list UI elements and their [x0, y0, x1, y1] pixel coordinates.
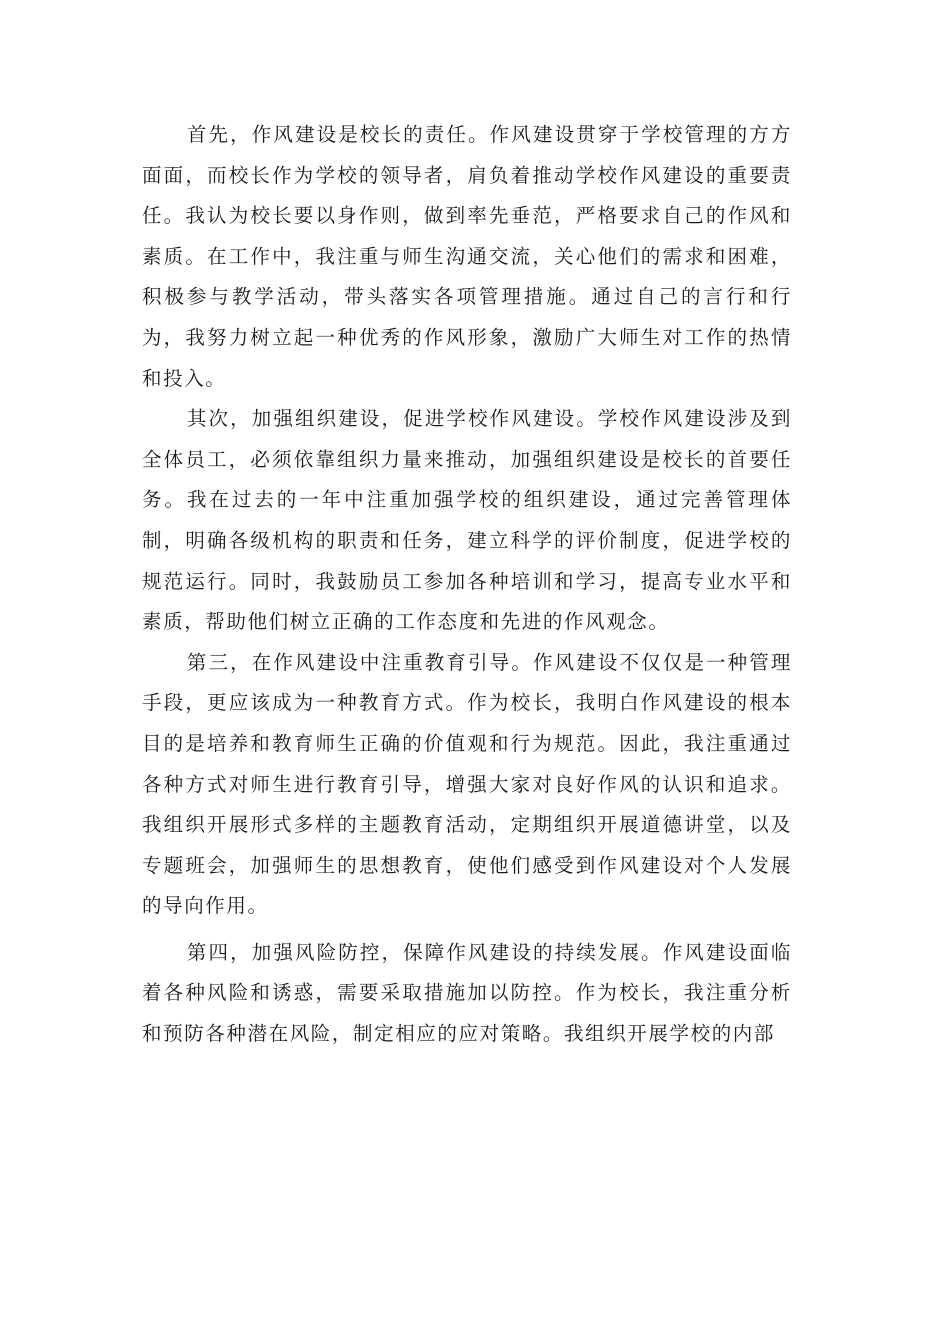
document-body [142, 115, 792, 1055]
paragraph-2: 其次，加强组织建设，促进学校作风建设。学校作风建设涉及到全体员工，必须依靠组织力量来推动，加强组织建设是校长的首要任务。我在过去的一年中注重加强学校的组织建设，通过完善管理体制，明确各级机构的职责和任务，建立科学的评价制度，促进学校的规范运行。同时，我鼓励员工参加各种培训和学习，提高专业水平和 素质，帮助他们树立正确的工作态度和先进的作风观念。 [142, 407, 792, 634]
paragraph-1: 首先，作风建设是校长的责任。作风建设贯穿于学校管理的方方面面，而校长作为学校的领导者，肩负着推动学校作风建设的重要责任。我认为校长要以身作则，做到率先垂范，严格要求自己的作风和素质。在工作中，我注重与师生沟通交流，关心他们的需求和困难，积极参与教学活动，带头落实各项管理措施。通过自己的言行和行为，我努力树立起一种优秀的作风形象，激励广大师生对工作的热情和投入。 [142, 123, 792, 390]
paragraph-4: 第四，加强风险防控，保障作风建设的持续发展。作风建设面临着各种风险和诱惑，需要采取措施加以防控。作为校长，我注重分析和预防各种潜在风险，制定相应的应对策略。我组织开展学校的内部 [142, 940, 792, 1046]
paragraph-3: 第三，在作风建设中注重教育引导。作风建设不仅仅是一种管理手段，更应该成为一种教育方式。作为校长，我明白作风建设的根本目的是培养和教育师生正确的价值观和行为规范。因此，我注重通过各种方式对师生进行教育引导，增强大家对良好作风的认识和追求。我组织开展形式多样的主题教育活动，定期组织开展道德讲堂，以及专题班会，加强师生的思想教育，使他们感受到作风建设对个人发展的导向作用。 [142, 650, 792, 918]
